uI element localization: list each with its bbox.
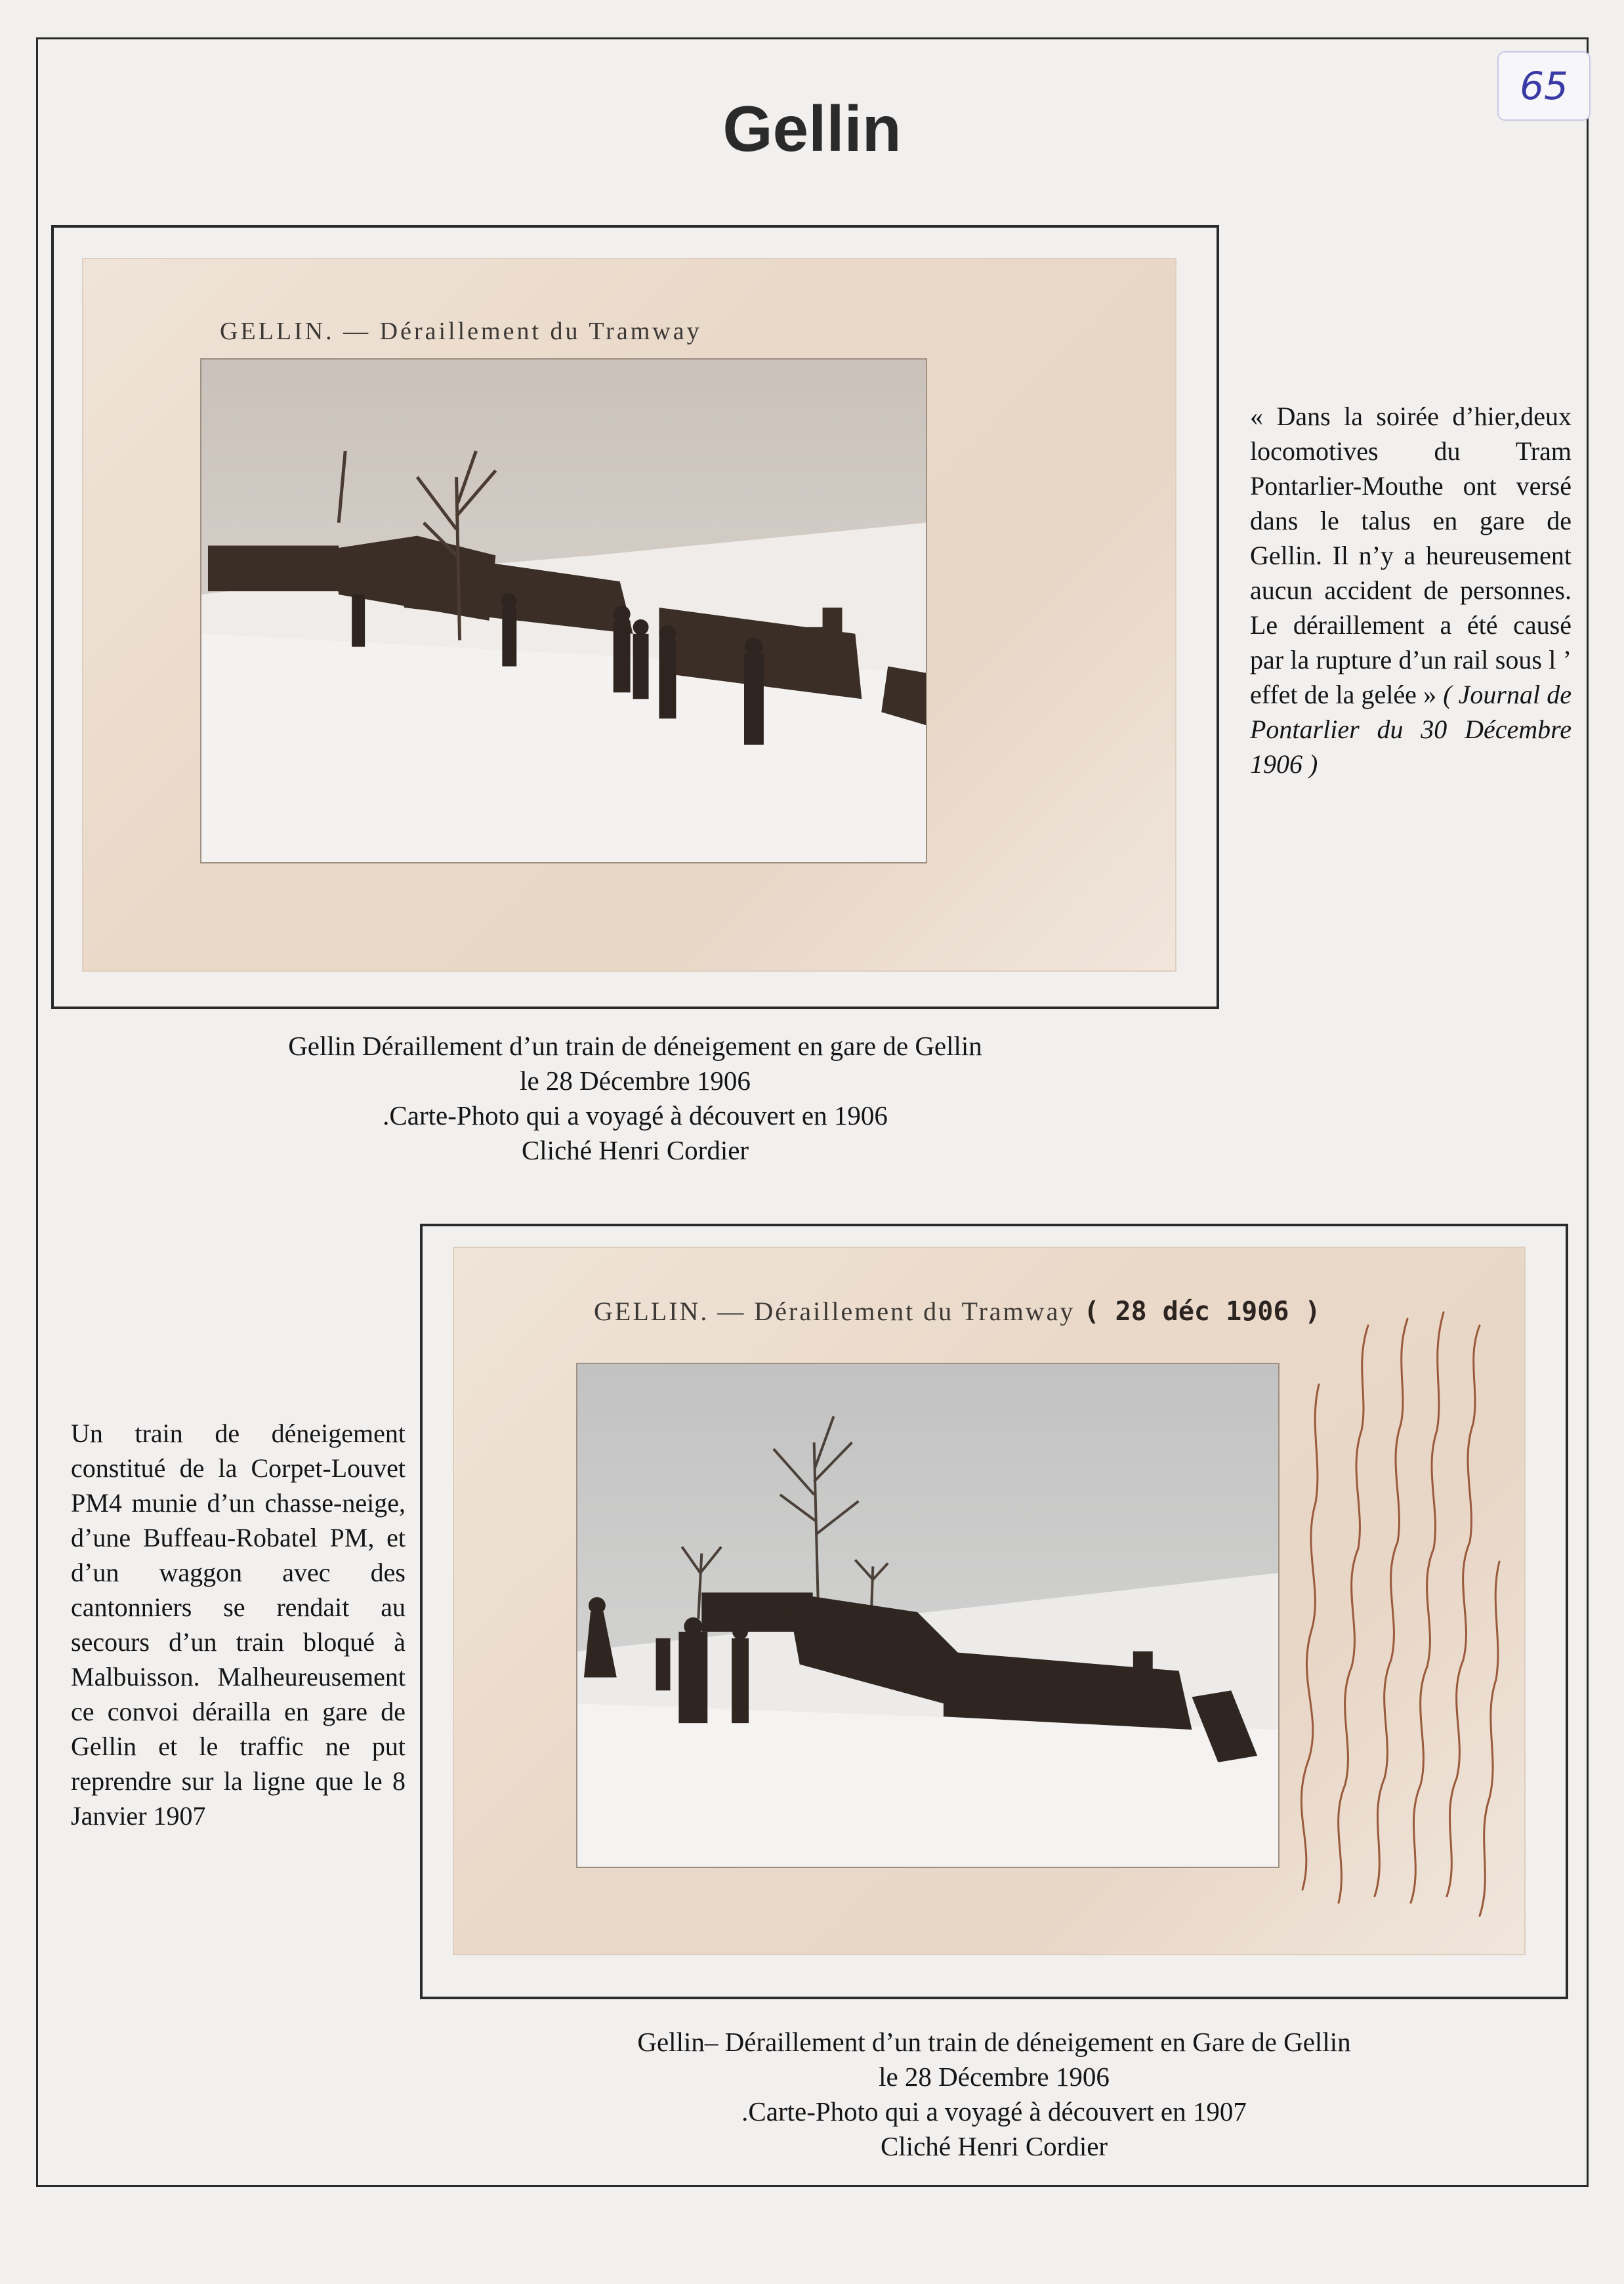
- postcard-bottom-caption-date: ( 28 déc 1906 ): [1083, 1297, 1321, 1327]
- postcard-bottom-caption-text: GELLIN. — Déraillement du Tramway: [594, 1297, 1075, 1326]
- page-number-label: 65: [1497, 51, 1591, 121]
- page-title: Gellin: [722, 93, 902, 165]
- quote-text: « Dans la soirée d’hier,deux locomotives du Tram Pontarlier-Mouthe ont versé dans le talus en gare de Gellin. Il n’y a heureusement aucun accident de personnes. Le déraillement a été causé par la rupture d’un rail sous l ’ effet de la gelée »: [1250, 402, 1572, 709]
- caption-top-line1: Gellin Déraillement d’un train de déneigement en gare de Gellin: [288, 1031, 982, 1061]
- caption-bottom: [472, 2025, 1516, 2164]
- postcard-bottom: [453, 1247, 1526, 1955]
- caption-bottom-line1: Gellin– Déraillement d’un train de déneigement en Gare de Gellin: [637, 2027, 1351, 2057]
- postcard-top-caption: GELLIN. — Déraillement du Tramway: [220, 318, 702, 345]
- caption-top-line2: le 28 Décembre 1906: [520, 1066, 751, 1096]
- postcard-top: [82, 258, 1176, 972]
- photo-bottom-derailment: [576, 1363, 1280, 1868]
- caption-top-line4: Cliché Henri Cordier: [521, 1135, 749, 1165]
- quote-block: [1250, 399, 1572, 781]
- caption-bottom-line3: .Carte-Photo qui a voyagé à découvert en 1907: [741, 2096, 1247, 2127]
- caption-top-line3: .Carte-Photo qui a voyagé à découvert en 1906: [383, 1100, 888, 1131]
- side-note-block: Un train de déneigement constitué de la Corpet-Louvet PM4 munie d’un chasse-neige, d’une Buffeau-Robatel PM, et d’un waggon avec des cantonniers se rendait au secours d’un train bloqué à Malbuisson. Malheureusement ce convoi dérailla en gare de Gellin et le traffic ne put reprendre sur la ligne que le 8 Janvier 1907: [71, 1419, 406, 1831]
- caption-bottom-line2: le 28 Décembre 1906: [879, 2062, 1110, 2092]
- caption-top: [131, 1029, 1139, 1168]
- caption-bottom-line4: Cliché Henri Cordier: [880, 2131, 1108, 2161]
- photo-top-derailment: [200, 358, 927, 863]
- postcard-bottom-caption: [594, 1296, 1321, 1327]
- quote-source: ( Journal de Pontarlier du 30 Décembre 1906 ): [1250, 680, 1572, 779]
- handwritten-note: [1283, 1286, 1512, 1942]
